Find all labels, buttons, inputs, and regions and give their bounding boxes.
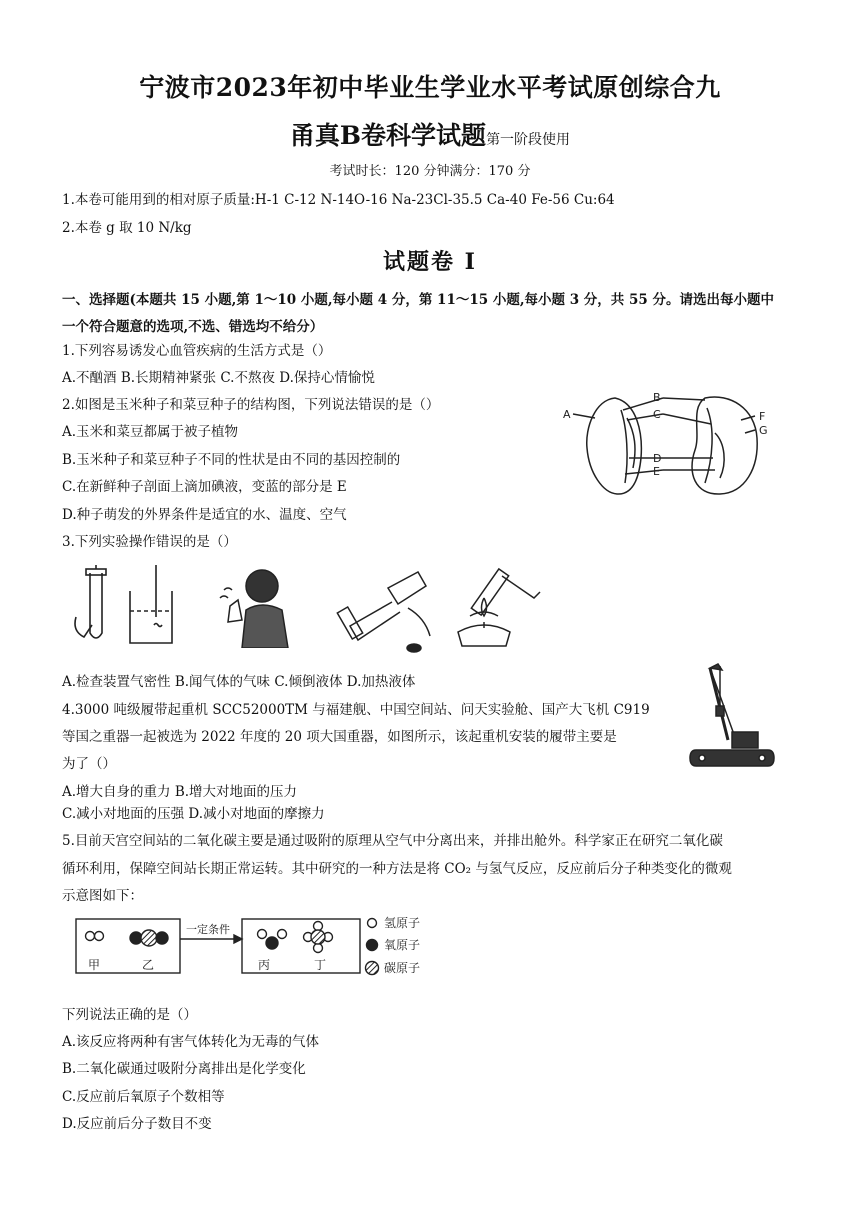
seed-label-f: F <box>759 410 766 423</box>
reaction-diagram <box>72 913 432 983</box>
note-1: 1.本卷可能用到的相对原子质量:H-1 C-12 N-14O-16 Na-23Cl-35.5 Ca-40 Fe-56 Cu:64 <box>62 192 615 208</box>
q1-stem: 1.下列容易诱发心血管疾病的生活方式是（） <box>62 343 332 359</box>
seed-structure-figure <box>555 388 790 500</box>
q2-option-c: C.在新鲜种子剖面上滴加碘液，变蓝的部分是 E <box>62 479 347 495</box>
seed-label-c: C <box>653 408 661 421</box>
q4-option-cd: C.减小对地面的压强 D.减小对地面的摩擦力 <box>62 806 325 822</box>
exam-info: 考试时长：120 分钟满分：170 分 <box>329 164 531 179</box>
subtitle-text: 甬真B卷科学试题 <box>289 121 487 150</box>
q5-line-3: 示意图如下： <box>62 888 143 904</box>
q5-option-c: C.反应前后氧原子个数相等 <box>62 1089 225 1105</box>
instructions-line-2: 一个符合题意的选项,不选、错选均不给分） <box>62 319 324 335</box>
q5-option-a: A.该反应将两种有害气体转化为无毒的气体 <box>62 1034 320 1050</box>
seed-label-g: G <box>759 424 768 437</box>
section-title: 试题卷 I <box>383 249 477 275</box>
note-2: 2.本卷 g 取 10 N/kg <box>62 220 192 236</box>
q5-sub-stem: 下列说法正确的是（） <box>62 1007 197 1023</box>
paper-subtitle <box>0 116 860 152</box>
seed-label-a: A <box>563 408 571 421</box>
crawler-crane-figure <box>688 660 776 768</box>
label-yi: 乙 <box>142 958 155 972</box>
heat-liquid-figure <box>450 558 545 650</box>
seed-label-e: E <box>653 465 660 478</box>
airtightness-check-figure <box>68 565 178 650</box>
label-bing: 丙 <box>258 958 271 972</box>
legend-oxygen: 氧原子 <box>384 938 421 952</box>
pour-liquid-figure <box>330 568 435 653</box>
q5-line-1: 5.目前天宫空间站的二氧化碳主要是通过吸附的原理从空气中分离出来，并排出舱外。科学家正在研究二氧化碳 <box>62 833 723 849</box>
q4-line-2: 等国之重器一起被选为 2022 年度的 20 项大国重器，如图所示，该起重机安装的履带主要是 <box>62 729 617 745</box>
q2-option-d: D.种子萌发的外界条件是适宜的水、温度、空气 <box>62 507 347 523</box>
label-ding: 丁 <box>314 958 327 972</box>
q5-option-d: D.反应前后分子数目不变 <box>62 1116 212 1132</box>
q4-line-1: 4.3000 吨级履带起重机 SCC52000TM 与福建舰、中国空间站、问天实验舱、国产大飞机 C919 <box>62 702 650 718</box>
seed-label-d: D <box>653 452 662 465</box>
q1-options: A.不酗酒 B.长期精神紧张 C.不熬夜 D.保持心情愉悦 <box>62 370 375 386</box>
smell-gas-figure <box>210 560 295 648</box>
q3-options: A.检查装置气密性 B.闻气体的气味 C.倾倒液体 D.加热液体 <box>62 674 416 690</box>
q2-option-b: B.玉米种子和菜豆种子不同的性状是由不同的基因控制的 <box>62 452 401 468</box>
q3-stem: 3.下列实验操作错误的是（） <box>62 534 237 550</box>
q2-option-a: A.玉米和菜豆都属于被子植物 <box>62 424 239 440</box>
q2-stem: 2.如图是玉米种子和菜豆种子的结构图，下列说法错误的是（） <box>62 397 440 413</box>
seed-label-b: B <box>653 391 661 404</box>
q5-line-2: 循环利用，保障空间站长期正常运转。其中研究的一种方法是将 CO₂ 与氢气反应，反应前后分子种类变化的微观 <box>62 861 732 877</box>
instructions-line-1: 一、选择题(本题共 15 小题,第 1～10 小题,每小题 4 分，第 11～15 小题,每小题 3 分，共 55 分。请选出每小题中 <box>62 292 774 308</box>
q5-option-b: B.二氧化碳通过吸附分离排出是化学变化 <box>62 1061 306 1077</box>
subtitle-note: 第一阶段使用 <box>486 132 571 148</box>
label-jia: 甲 <box>88 958 101 972</box>
q4-option-ab: A.增大自身的重力 B.增大对地面的压力 <box>62 784 298 800</box>
legend-carbon: 碳原子 <box>384 961 421 975</box>
arrow-condition-label: 一定条件 <box>186 923 230 936</box>
legend-hydrogen: 氢原子 <box>384 916 421 930</box>
paper-title: 宁波市2023年初中毕业生学业水平考试原创综合九 <box>139 73 721 102</box>
q4-line-3: 为了（） <box>62 756 116 772</box>
